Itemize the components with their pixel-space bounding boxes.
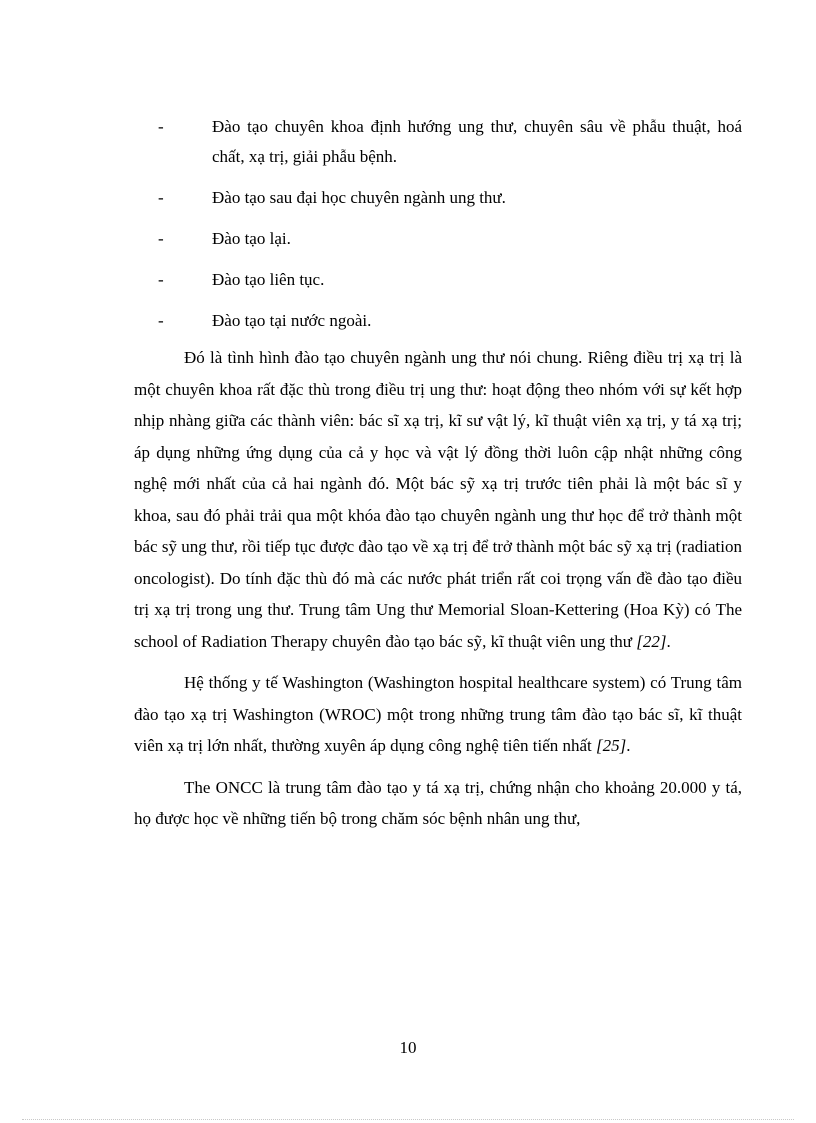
bullet-item <box>158 183 742 213</box>
paragraph-oncc <box>134 772 742 835</box>
bullet-item <box>158 112 742 172</box>
bullet-item <box>158 224 742 254</box>
paragraph-end: . <box>666 631 671 651</box>
paragraph-end: . <box>626 736 631 755</box>
body-text <box>134 342 742 845</box>
bullet-marker: - <box>158 270 164 289</box>
bullet-marker: - <box>158 311 164 330</box>
paragraph-text: Hệ thống y tế Washington (Washington hospital healthcare system) có Trung tâm đào tạo xạ trị Washington (WROC) một trong những trung tâm đào tạo bác sĩ, kĩ thuật viên xạ trị lớn nhất, thường xuyên áp dụng công nghệ tiên tiến nhất <box>134 673 742 755</box>
paragraph-washington-system <box>134 667 742 762</box>
bullet-marker: - <box>158 188 164 207</box>
bullet-text: Đào tạo tại nước ngoài. <box>212 311 372 330</box>
paragraph-text: The ONCC là trung tâm đào tạo y tá xạ trị, chứng nhận cho khoảng 20.000 y tá, họ được học về những tiến bộ trong chăm sóc bệnh nhân ung thư, <box>134 777 742 828</box>
bullet-text: Đào tạo sau đại học chuyên ngành ung thư. <box>212 188 506 207</box>
training-bullet-list <box>158 112 742 347</box>
page-bottom-divider <box>22 1119 794 1120</box>
bullet-item <box>158 306 742 336</box>
bullet-text: Đào tạo chuyên khoa định hướng ung thư, chuyên sâu về phẫu thuật, hoá chất, xạ trị, giải phẫu bệnh. <box>212 117 742 166</box>
bullet-text: Đào tạo liên tục. <box>212 270 325 289</box>
citation-reference: [25] <box>596 736 627 755</box>
paragraph-radiotherapy-training <box>134 342 742 657</box>
bullet-text: Đào tạo lại. <box>212 229 291 248</box>
citation-reference: [22] <box>636 631 667 651</box>
bullet-marker: - <box>158 117 164 136</box>
paragraph-text: Đó là tình hình đào tạo chuyên ngành ung thư nói chung. Riêng điều trị xạ trị là một chuyên khoa rất đặc thù trong điều trị ung thư: hoạt động theo nhóm với sự kết hợp nhịp nhàng giữa các thành viên: bác sĩ xạ trị, kĩ sư vật lý, kĩ thuật viên xạ trị, y tá xạ trị; áp dụng những ứng dụng của cả y học và vật lý đồng thời luôn cập nhật những công nghệ mới nhất của cả hai ngành đó. Một bác sỹ xạ trị trước tiên phải là một bác sĩ y khoa, sau đó phải trải qua một khóa đào tạo chuyên ngành ung thư học để trở thành một bác sỹ ung thư, rồi tiếp tục được đào tạo về xạ trị để trở thành một bác sỹ xạ trị (radiation oncologist). Do tính đặc thù đó mà các nước phát triển rất coi trọng vấn đề đào tạo điều trị xạ trị trong ung thư. Trung tâm Ung thư Memorial Sloan-Kettering (Hoa Kỳ) có The school of Radiation Therapy chuyên đào tạo bác sỹ, kĩ thuật viên ung thư <box>134 348 742 651</box>
bullet-item <box>158 265 742 295</box>
page-number: 10 <box>399 1038 417 1057</box>
bullet-marker: - <box>158 229 164 248</box>
